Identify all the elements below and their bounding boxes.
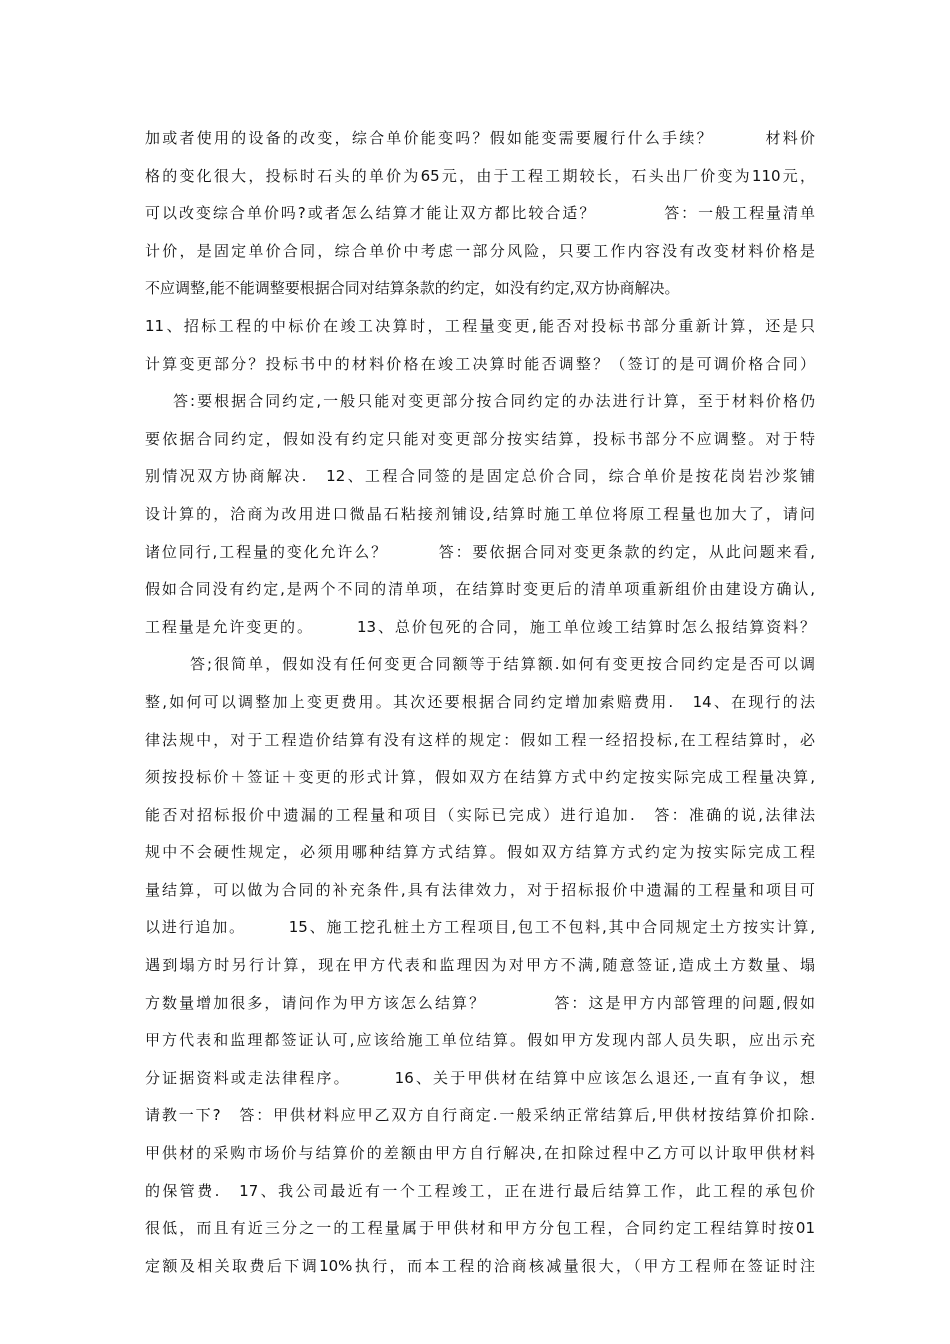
text-line: 工程量是允许变更的。 13、总价包死的合同，施工单位竣工结算时怎么报结算资料？ bbox=[145, 617, 815, 636]
text-line: 格的变化很大，投标时石头的单价为65元，由于工程工期较长，石头出厂价变为110元， bbox=[145, 166, 815, 185]
text-line: 请教一下? 答：甲供材料应甲乙双方自行商定.一般采纳正常结算后,甲供材按结算价扣除. bbox=[145, 1106, 815, 1125]
text-line: 加或者使用的设备的改变，综合单价能变吗？假如能变需要履行什么手续？ 材料价 bbox=[145, 129, 815, 147]
text-line: 计算变更部分？投标书中的材料价格在竣工决算时能否调整？（签订的是可调价格合同） bbox=[145, 354, 815, 373]
text-line: 甲供材的采购市场价与结算价的差额由甲方自行解决,在扣除过程中乙方可以计取甲供材料 bbox=[145, 1144, 815, 1163]
text-line: 很低，而且有近三分之一的工程量属于甲供材和甲方分包工程，合同约定工程结算时按01 bbox=[145, 1219, 815, 1238]
text-line: 不应调整,能不能调整要根据合同对结算条款的约定，如没有约定,双方协商解决。 bbox=[145, 279, 680, 298]
text-line: 答;很简单，假如没有任何变更合同额等于结算额.如何有变更按合同约定是否可以调 bbox=[190, 655, 815, 674]
text-line: 甲方代表和监理都签证认可,应该给施工单位结算。假如甲方发现内部人员失职，应出示充 bbox=[145, 1031, 815, 1050]
text-line: 11、招标工程的中标价在竣工决算时，工程量变更,能否对投标书部分重新计算，还是只 bbox=[145, 316, 815, 335]
text-line: 别情况双方协商解决. 12、工程合同签的是固定总价合同，综合单价是按花岗岩沙浆铺 bbox=[145, 467, 815, 486]
text-line: 分证据资料或走法律程序。 16、关于甲供材在结算中应该怎么退还,一直有争议，想 bbox=[145, 1068, 815, 1087]
document-body bbox=[145, 120, 815, 1285]
text-line: 定额及相关取费后下调10%执行，而本工程的洽商核减量很大，（甲方工程师在签证时注 bbox=[145, 1256, 816, 1275]
text-line: 假如合同没有约定,是两个不同的清单项，在结算时变更后的清单项重新组价由建设方确认, bbox=[145, 580, 815, 599]
text-line: 量结算，可以做为合同的补充条件,具有法律效力，对于招标报价中遗漏的工程量和项目可 bbox=[145, 880, 815, 899]
text-line: 的保管费. 17、我公司最近有一个工程竣工，正在进行最后结算工作，此工程的承包价 bbox=[145, 1181, 815, 1200]
text-line: 律法规中，对于工程造价结算有没有这样的规定：假如工程一经招投标,在工程结算时，必 bbox=[145, 730, 815, 749]
text-line: 可以改变综合单价吗?或者怎么结算才能让双方都比较合适？ 答：一般工程量清单 bbox=[145, 204, 815, 223]
text-line: 遇到塌方时另行计算，现在甲方代表和监理因为对甲方不满,随意签证,造成土方数量、塌 bbox=[145, 956, 815, 975]
text-line: 要依据合同约定，假如没有约定只能对变更部分按实结算，投标书部分不应调整。对于特 bbox=[145, 429, 815, 448]
text-line: 答:要根据合同约定,一般只能对变更部分按合同约定的办法进行计算，至于材料价格仍 bbox=[173, 392, 815, 411]
text-line: 设计算的，洽商为改用进口微晶石粘接剂铺设,结算时施工单位将原工程量也加大了，请问 bbox=[145, 504, 815, 523]
text-line: 须按投标价＋签证＋变更的形式计算，假如双方在结算方式中约定按实际完成工程量决算, bbox=[145, 768, 815, 787]
text-line: 计价，是固定单价合同，综合单价中考虑一部分风险，只要工作内容没有改变材料价格是 bbox=[145, 241, 815, 260]
text-line: 方数量增加很多，请问作为甲方该怎么结算？ 答：这是甲方内部管理的问题,假如 bbox=[145, 993, 815, 1012]
text-line: 整,如何可以调整加上变更费用。其次还要根据合同约定增加索赔费用. 14、在现行的法 bbox=[145, 692, 815, 711]
text-line: 规中不会硬性规定，必须用哪种结算方式结算。假如双方结算方式约定为按实际完成工程 bbox=[145, 843, 815, 862]
text-line: 诸位同行,工程量的变化允许么？ 答：要依据合同对变更条款的约定，从此问题来看, bbox=[145, 542, 815, 561]
text-line: 以进行追加。 15、施工挖孔桩土方工程项目,包工不包料,其中合同规定土方按实计算, bbox=[145, 918, 815, 937]
text-line: 能否对招标报价中遗漏的工程量和项目（实际已完成）进行追加. 答：准确的说,法律法 bbox=[145, 805, 815, 824]
